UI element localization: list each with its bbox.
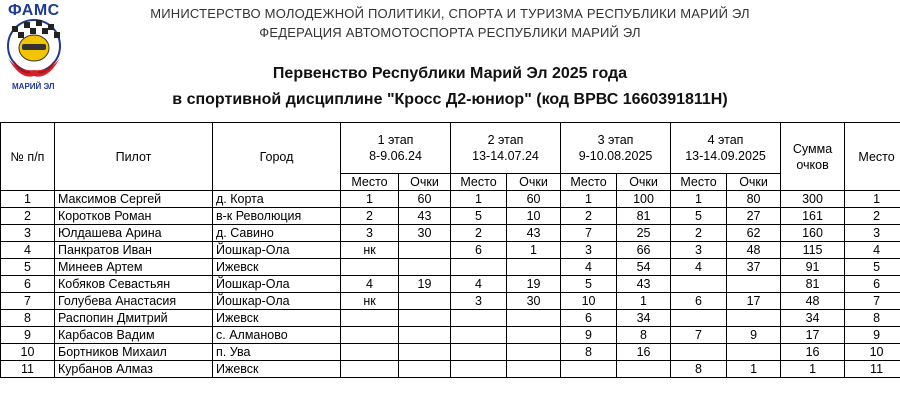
final-place: 6 [845,276,900,293]
stage-3-place: 2 [561,208,617,225]
stage-1-points [399,310,451,327]
stage-4-points [727,310,781,327]
pilot-name: Бортников Михаил [55,344,213,361]
city: Ижевск [213,259,341,276]
logo-title: ФАМС [8,2,60,19]
stage-4-place: 2 [671,225,727,242]
stage-2-points [507,310,561,327]
pilot-name: Распопин Дмитрий [55,310,213,327]
stage-4-place-header: Место [671,174,727,191]
pilot-name: Минеев Артем [55,259,213,276]
city: Йошкар-Ола [213,293,341,310]
pilot-name: Максимов Сергей [55,191,213,208]
table-row [1,276,900,293]
stage-3-points: 100 [617,191,671,208]
stage-1-points [399,327,451,344]
stage-2-place: 6 [451,242,507,259]
stage-3-points [617,361,671,378]
stage-3-place: 7 [561,225,617,242]
stage-4-place: 3 [671,242,727,259]
stage-2-points: 10 [507,208,561,225]
final-place: 8 [845,310,900,327]
row-number: 1 [1,191,55,208]
stage-2-place: 2 [451,225,507,242]
row-number: 8 [1,310,55,327]
city: д. Савино [213,225,341,242]
table-row [1,191,900,208]
final-place: 5 [845,259,900,276]
city: Ижевск [213,361,341,378]
stage-3-place: 1 [561,191,617,208]
stage-1-place [341,327,399,344]
stage-1-place: 3 [341,225,399,242]
stage-4-points: 17 [727,293,781,310]
stage-1-place [341,259,399,276]
table-row [1,225,900,242]
stage-3-points: 66 [617,242,671,259]
total-points: 115 [781,242,845,259]
stage-2-points [507,259,561,276]
city: в-к Революция [213,208,341,225]
stage-1-points [399,344,451,361]
table-row [1,293,900,310]
total-points: 161 [781,208,845,225]
col-header-sum [781,123,845,191]
stage-2-points [507,327,561,344]
stage-4-points: 80 [727,191,781,208]
stage-3-points: 1 [617,293,671,310]
stage-1-place: 4 [341,276,399,293]
stage-2-points: 1 [507,242,561,259]
stage-1-place: 1 [341,191,399,208]
pilot-name: Карбасов Вадим [55,327,213,344]
stage-4-points: 62 [727,225,781,242]
stage-4-points: 27 [727,208,781,225]
stage-3-points: 8 [617,327,671,344]
stage-2-points [507,344,561,361]
stage-1-points: 30 [399,225,451,242]
pilot-name: Панкратов Иван [55,242,213,259]
stage-4-points [727,276,781,293]
pilot-name: Кобяков Севастьян [55,276,213,293]
header-row [1,123,900,174]
pilot-name: Коротков Роман [55,208,213,225]
stage-4-points: 1 [727,361,781,378]
stage-4-place: 6 [671,293,727,310]
stage-4-place: 5 [671,208,727,225]
stage-3-points: 34 [617,310,671,327]
stage-4-place [671,310,727,327]
col-header-number: № п/п [1,123,55,191]
stage-4-place: 8 [671,361,727,378]
final-place: 7 [845,293,900,310]
stage-3-place-header: Место [561,174,617,191]
stage-4-points [727,344,781,361]
city: с. Алманово [213,327,341,344]
stage-4-dates: 13-14.09.2025 [685,149,766,163]
stage-1-place: нк [341,293,399,310]
col-header-stage-1 [341,123,451,174]
city: п. Ува [213,344,341,361]
city: Йошкар-Ола [213,276,341,293]
stage-2-name: 2 этап [487,133,524,147]
stage-2-place: 5 [451,208,507,225]
final-place: 11 [845,361,900,378]
stage-1-place-header: Место [341,174,399,191]
row-number: 5 [1,259,55,276]
sum-label-line2: очков [796,157,829,172]
total-points: 160 [781,225,845,242]
table-row [1,208,900,225]
stage-1-name: 1 этап [377,133,414,147]
table-row [1,259,900,276]
table-row [1,327,900,344]
pilot-name: Курбанов Алмаз [55,361,213,378]
row-number: 4 [1,242,55,259]
stage-4-points: 37 [727,259,781,276]
city: д. Корта [213,191,341,208]
results-body [1,191,900,378]
stage-1-points-header: Очки [399,174,451,191]
total-points: 81 [781,276,845,293]
col-header-city: Город [213,123,341,191]
stage-2-points: 43 [507,225,561,242]
total-points: 16 [781,344,845,361]
stage-1-points [399,293,451,310]
stage-2-place-header: Место [451,174,507,191]
stage-4-points-header: Очки [727,174,781,191]
stage-1-place [341,344,399,361]
page-subtitle: в спортивной дисциплине "Кросс Д2-юниор" (код ВРВС 1660391811Н) [172,91,728,108]
stage-4-points: 48 [727,242,781,259]
stage-3-name: 3 этап [597,133,634,147]
total-points: 91 [781,259,845,276]
stage-1-points: 60 [399,191,451,208]
stage-2-dates: 13-14.07.24 [472,149,539,163]
stage-2-place: 1 [451,191,507,208]
stage-1-dates: 8-9.06.24 [369,149,422,163]
total-points: 48 [781,293,845,310]
stage-3-dates: 9-10.08.2025 [578,149,653,163]
pilot-name: Голубева Анастасия [55,293,213,310]
stage-2-place [451,361,507,378]
stage-4-name: 4 этап [707,133,744,147]
logo-subtitle: МАРИЙ ЭЛ [12,82,55,91]
row-number: 6 [1,276,55,293]
ministry-line: МИНИСТЕРСТВО МОЛОДЕЖНОЙ ПОЛИТИКИ, СПОРТА И ТУРИЗМА РЕСПУБЛИКИ МАРИЙ ЭЛ [150,6,750,21]
row-number: 3 [1,225,55,242]
row-number: 7 [1,293,55,310]
sum-label-line1: Сумма [792,141,833,156]
row-number: 10 [1,344,55,361]
stage-2-place [451,344,507,361]
page-title: Первенство Республики Марий Эл 2025 года [272,65,628,82]
stage-1-points: 19 [399,276,451,293]
row-number: 2 [1,208,55,225]
stage-3-place: 8 [561,344,617,361]
stage-3-place: 5 [561,276,617,293]
results-table [0,122,900,378]
stage-1-points: 43 [399,208,451,225]
final-place: 9 [845,327,900,344]
total-points: 300 [781,191,845,208]
stage-3-place [561,361,617,378]
final-place: 3 [845,225,900,242]
stage-3-points: 25 [617,225,671,242]
col-header-final-place: Место [845,123,900,191]
stage-2-place [451,310,507,327]
federation-line: ФЕДЕРАЦИЯ АВТОМОТОСПОРТА РЕСПУБЛИКИ МАРИЙ ЭЛ [259,25,641,40]
city: Ижевск [213,310,341,327]
final-place: 2 [845,208,900,225]
stage-3-place: 4 [561,259,617,276]
total-points: 34 [781,310,845,327]
stage-1-points [399,242,451,259]
stage-3-points: 81 [617,208,671,225]
stage-3-points: 43 [617,276,671,293]
stage-3-place: 3 [561,242,617,259]
stage-3-place: 9 [561,327,617,344]
total-points: 17 [781,327,845,344]
col-header-stage-3 [561,123,671,174]
stage-2-place [451,327,507,344]
pilot-name: Юлдашева Арина [55,225,213,242]
stage-2-points [507,361,561,378]
final-place: 4 [845,242,900,259]
row-number: 11 [1,361,55,378]
stage-2-points: 19 [507,276,561,293]
stage-1-place [341,310,399,327]
stage-2-place: 3 [451,293,507,310]
col-header-pilot: Пилот [55,123,213,191]
stage-1-place: нк [341,242,399,259]
stage-2-points-header: Очки [507,174,561,191]
stage-4-place: 4 [671,259,727,276]
stage-1-points [399,361,451,378]
stage-4-place: 1 [671,191,727,208]
table-row [1,344,900,361]
stage-3-points-header: Очки [617,174,671,191]
row-number: 9 [1,327,55,344]
final-place: 10 [845,344,900,361]
stage-4-place [671,344,727,361]
stage-1-place [341,361,399,378]
table-row [1,361,900,378]
city: Йошкар-Ола [213,242,341,259]
table-row [1,310,900,327]
stage-2-points: 60 [507,191,561,208]
col-header-stage-4 [671,123,781,174]
stage-3-place: 6 [561,310,617,327]
stage-3-points: 54 [617,259,671,276]
stage-1-place: 2 [341,208,399,225]
final-place: 1 [845,191,900,208]
stage-2-place: 4 [451,276,507,293]
total-points: 1 [781,361,845,378]
stage-1-points [399,259,451,276]
stage-3-points: 16 [617,344,671,361]
stage-2-place [451,259,507,276]
stage-3-place: 10 [561,293,617,310]
col-header-stage-2 [451,123,561,174]
stage-4-place: 7 [671,327,727,344]
stage-4-points: 9 [727,327,781,344]
stage-4-place [671,276,727,293]
stage-2-points: 30 [507,293,561,310]
table-row [1,242,900,259]
